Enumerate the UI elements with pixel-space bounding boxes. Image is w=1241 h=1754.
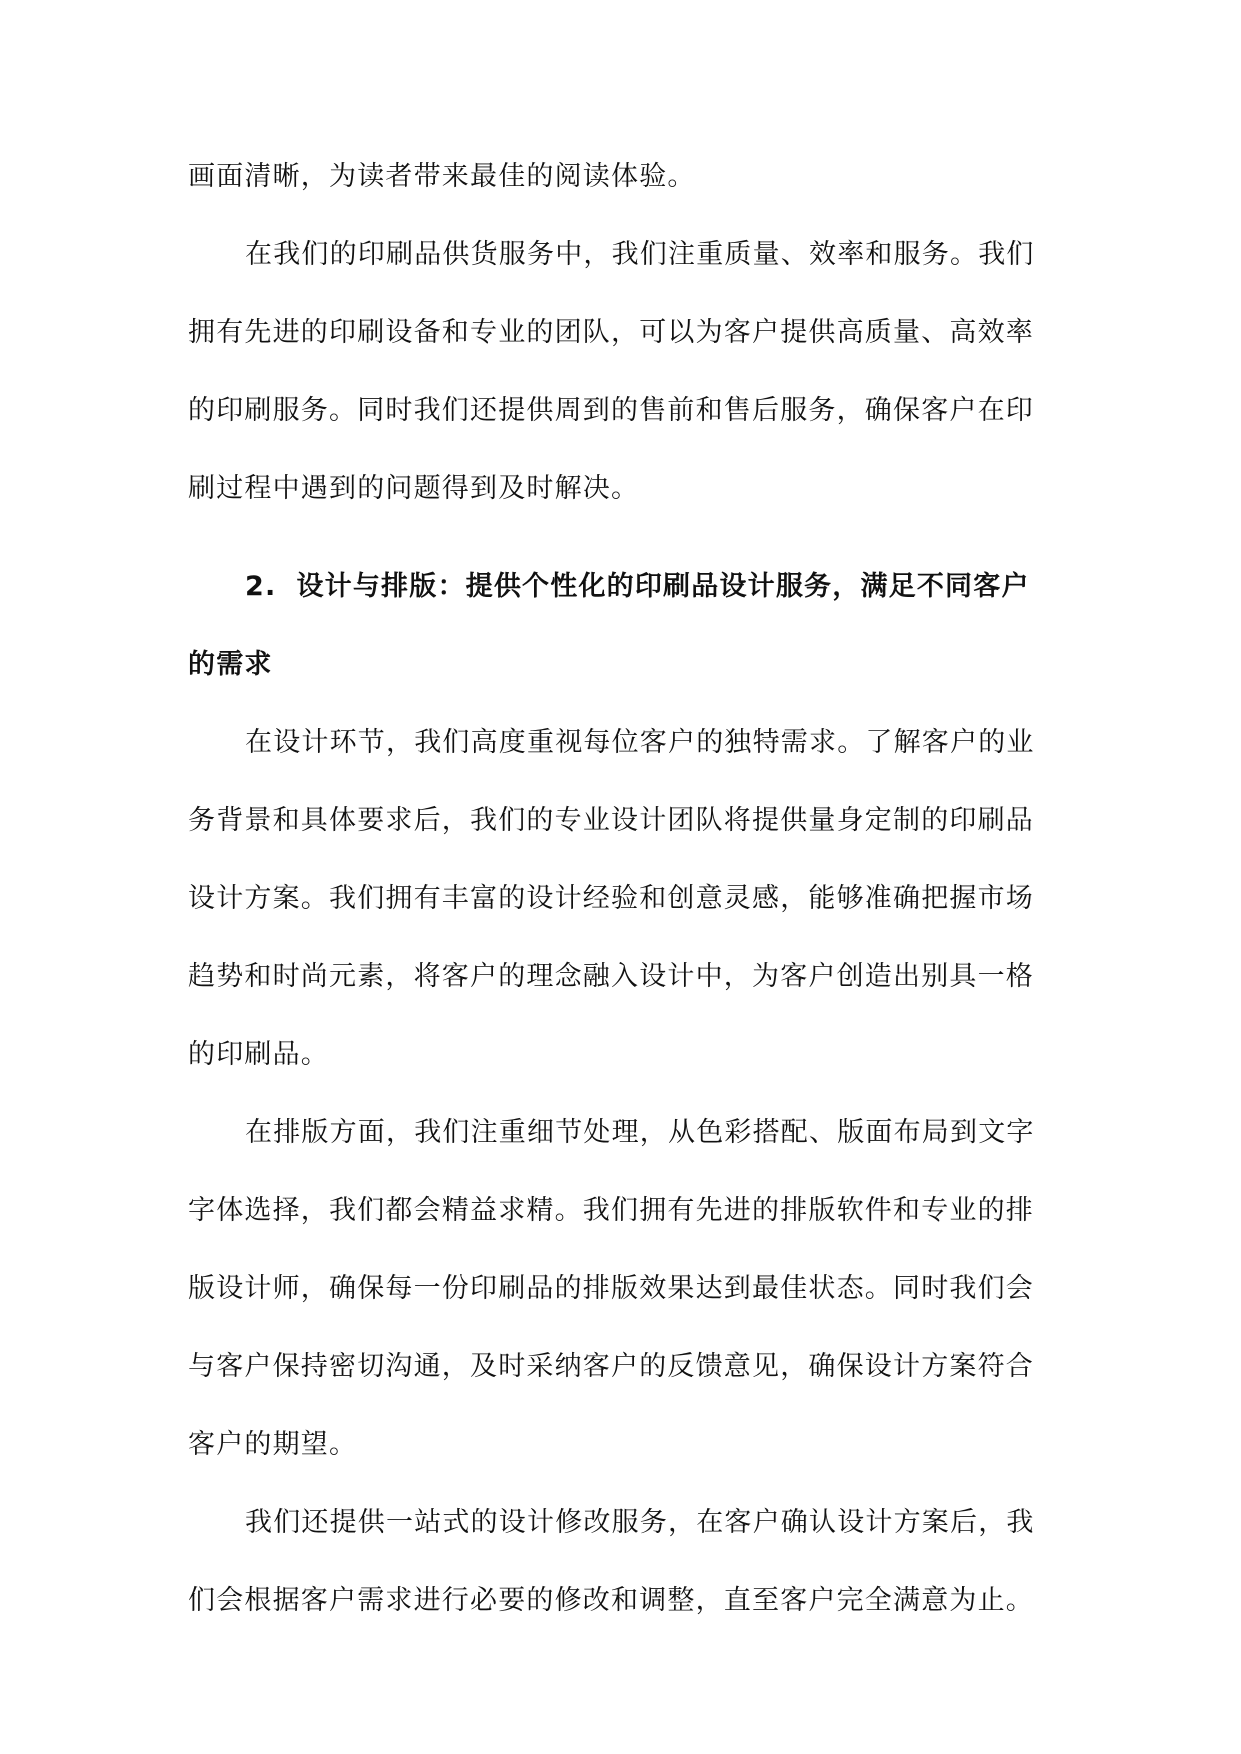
paragraph-continuation: [188, 138, 1058, 216]
text-line: 们会根据客户需求进行必要的修改和调整，直至客户完全满意为止。: [188, 1585, 1034, 1616]
text-line: 画面清晰，为读者带来最佳的阅读体验。: [188, 161, 696, 192]
paragraph-design: [188, 704, 1058, 1094]
heading-line: [188, 548, 1058, 626]
text-line: 与客户保持密切沟通，及时采纳客户的反馈意见，确保设计方案符合: [188, 1351, 1034, 1382]
heading-number: 2.: [245, 571, 277, 602]
text-line: 版设计师，确保每一份印刷品的排版效果达到最佳状态。同时我们会: [188, 1273, 1034, 1304]
paragraph-typesetting: [188, 1094, 1058, 1484]
text-line: 设计方案。我们拥有丰富的设计经验和创意灵感，能够准确把握市场: [188, 883, 1034, 914]
text-line: 在我们的印刷品供货服务中，我们注重质量、效率和服务。我们: [245, 239, 1035, 270]
text-line: 在排版方面，我们注重细节处理，从色彩搭配、版面布局到文字: [245, 1117, 1035, 1148]
text-line: 的印刷服务。同时我们还提供周到的售前和售后服务，确保客户在印: [188, 395, 1034, 426]
text-line: 刷过程中遇到的问题得到及时解决。: [188, 473, 640, 504]
text-line: 拥有先进的印刷设备和专业的团队，可以为客户提供高质量、高效率: [188, 317, 1034, 348]
text-line: 的印刷品。: [188, 1039, 329, 1070]
section-heading: [188, 548, 1058, 704]
text-line: 字体选择，我们都会精益求精。我们拥有先进的排版软件和专业的排: [188, 1195, 1034, 1226]
heading-line: 的需求: [188, 649, 273, 680]
text-line: 在设计环节，我们高度重视每位客户的独特需求。了解客户的业: [245, 727, 1035, 758]
text-line: 趋势和时尚元素，将客户的理念融入设计中，为客户创造出别具一格: [188, 961, 1034, 992]
text-line: 我们还提供一站式的设计修改服务，在客户确认设计方案后，我: [245, 1507, 1035, 1538]
heading-text: 设计与排版：提供个性化的印刷品设计服务，满足不同客户: [296, 571, 1030, 602]
text-line: 务背景和具体要求后，我们的专业设计团队将提供量身定制的印刷品: [188, 805, 1034, 836]
document-body: [188, 138, 1058, 1640]
text-line: 客户的期望。: [188, 1429, 358, 1460]
paragraph-revision-service: [188, 1484, 1058, 1640]
paragraph-printing-service: [188, 216, 1058, 528]
